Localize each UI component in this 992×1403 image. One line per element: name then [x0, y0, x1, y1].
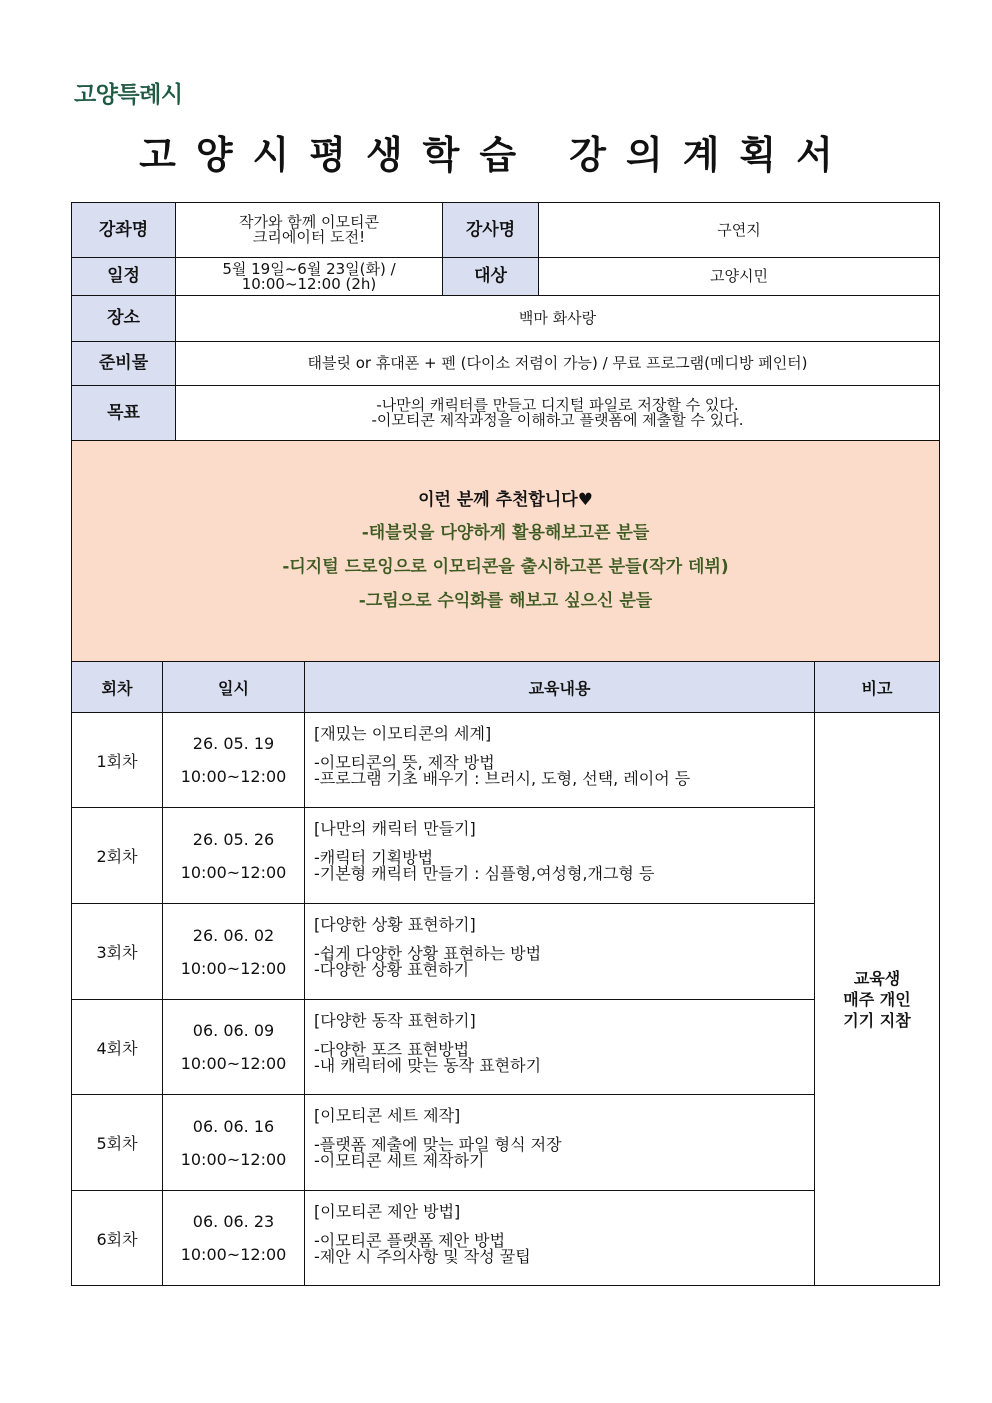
- recommend-item: -태블릿을 다양하게 활용해보고픈 분들: [361, 523, 650, 543]
- date-text: 06. 06. 23: [192, 1212, 275, 1231]
- session-cell: 6회차: [72, 1191, 163, 1286]
- recommend-item: -그림으로 수익화를 해보고 싶으신 분들: [358, 591, 653, 611]
- table-row: [72, 713, 940, 808]
- target-value: 고양시민: [539, 258, 940, 296]
- detail-text: -이모티콘의 뜻, 제작 방법: [314, 753, 495, 772]
- time-text: 10:00~12:00: [180, 958, 287, 978]
- date-text: 06. 06. 09: [192, 1021, 275, 1040]
- document-title: 고양시평생학습 강의계획서: [139, 132, 853, 177]
- supplies-label: 준비물: [72, 342, 176, 386]
- goal-line: -나만의 캐릭터를 만들고 디지털 파일로 저장할 수 있다.: [376, 396, 739, 414]
- session-cell: 3회차: [72, 904, 163, 1000]
- date-text: 06. 06. 16: [192, 1116, 275, 1136]
- time-text: 10:00~12:00: [180, 1245, 287, 1264]
- topic-text: [이모티콘 세트 제작]: [314, 1106, 461, 1125]
- detail-text: -이모티콘 플랫폼 제안 방법: [314, 1231, 506, 1250]
- note-header: 비고: [815, 662, 940, 713]
- detail-text: -쉽게 다양한 상황 표현하는 방법: [314, 944, 542, 963]
- session-cell: 2회차: [72, 808, 163, 904]
- detail-text: -기본형 캐릭터 만들기 : 심플형,여성형,개그형 등: [314, 864, 655, 883]
- content-cell: [305, 1095, 815, 1191]
- detail-text: -캐릭터 기획방법: [314, 848, 434, 867]
- date-text: 26. 05. 26: [192, 829, 275, 849]
- supplies-value: 태블릿 or 휴대폰 + 펜 (다이소 저렴이 가능) / 무료 프로그램(메디방 페인터): [176, 342, 940, 386]
- datetime-cell: [163, 808, 305, 904]
- session-cell: 1회차: [72, 713, 163, 808]
- lecturer-value: 구연지: [539, 203, 940, 258]
- detail-text: -다양한 포즈 표현방법: [314, 1040, 470, 1059]
- goal-line: -이모티콘 제작과정을 이해하고 플랫폼에 제출할 수 있다.: [371, 411, 744, 429]
- date-text: 26. 06. 02: [192, 925, 275, 945]
- topic-text: [나만의 캐릭터 만들기]: [314, 819, 476, 838]
- course-info-table: [71, 202, 940, 662]
- schedule-line: 10:00~12:00 (2h): [241, 274, 377, 293]
- content-cell: [305, 904, 815, 1000]
- topic-text: [다양한 동작 표현하기]: [314, 1011, 476, 1030]
- table-row: [72, 1095, 940, 1191]
- date-text: 26. 05. 19: [192, 734, 275, 753]
- table-row: [72, 1000, 940, 1095]
- datetime-cell: [163, 1095, 305, 1191]
- content-cell: [305, 1000, 815, 1095]
- table-row: [72, 904, 940, 1000]
- datetime-cell: [163, 713, 305, 808]
- datetime-header: 일시: [163, 662, 305, 713]
- datetime-cell: [163, 1191, 305, 1286]
- schedule-table: [71, 661, 940, 1286]
- schedule-line: 5월 19일~6월 23일(화) /: [222, 259, 396, 278]
- content-cell: [305, 713, 815, 808]
- session-header: 회차: [72, 662, 163, 713]
- goal-value: [176, 386, 940, 441]
- detail-text: -프로그램 기초 배우기 : 브러시, 도형, 선택, 레이어 등: [314, 769, 691, 788]
- table-row: [72, 808, 940, 904]
- course-name-label: 강좌명: [72, 203, 176, 258]
- detail-text: -제안 시 주의사항 및 작성 꿀팁: [314, 1247, 531, 1266]
- note-line: 매주 개인: [843, 989, 911, 1009]
- time-text: 10:00~12:00: [180, 767, 287, 786]
- content-header: 교육내용: [305, 662, 815, 713]
- lecturer-label: 강사명: [443, 203, 539, 258]
- recommend-banner: [72, 441, 940, 662]
- topic-text: [재밌는 이모티콘의 세계]: [314, 724, 492, 743]
- recommend-heading: 이런 분께 추천합니다♥: [418, 490, 593, 510]
- session-cell: 4회차: [72, 1000, 163, 1095]
- note-line: 기기 지참: [843, 1010, 911, 1030]
- detail-text: -다양한 상황 표현하기: [314, 960, 470, 979]
- schedule-value: [176, 258, 443, 296]
- place-label: 장소: [72, 296, 176, 342]
- place-value: 백마 화사랑: [176, 296, 940, 342]
- table-row: [72, 1191, 940, 1286]
- recommend-item: -디지털 드로잉으로 이모티콘을 출시하고픈 분들(작가 데뷔): [282, 557, 729, 577]
- note-line: 교육생: [853, 968, 901, 988]
- course-name-value: [176, 203, 443, 258]
- session-cell: 5회차: [72, 1095, 163, 1191]
- detail-text: -플랫폼 제출에 맞는 파일 형식 저장: [314, 1135, 562, 1154]
- datetime-cell: [163, 1000, 305, 1095]
- time-text: 10:00~12:00: [180, 1149, 287, 1169]
- course-name-line: 작가와 함께 이모티콘: [239, 213, 379, 231]
- time-text: 10:00~12:00: [180, 862, 287, 882]
- goal-label: 목표: [72, 386, 176, 441]
- schedule-label: 일정: [72, 258, 176, 296]
- detail-text: -내 캐릭터에 맞는 동작 표현하기: [314, 1056, 542, 1075]
- detail-text: -이모티콘 세트 제작하기: [314, 1151, 485, 1170]
- time-text: 10:00~12:00: [180, 1054, 287, 1073]
- city-logo: 고양특례시: [74, 82, 183, 108]
- content-cell: [305, 808, 815, 904]
- target-label: 대상: [443, 258, 539, 296]
- datetime-cell: [163, 904, 305, 1000]
- topic-text: [다양한 상황 표현하기]: [314, 915, 476, 934]
- content-cell: [305, 1191, 815, 1286]
- course-name-line: 크리에이터 도전!: [252, 228, 366, 246]
- note-cell: [815, 713, 940, 1286]
- topic-text: [이모티콘 제안 방법]: [314, 1202, 461, 1221]
